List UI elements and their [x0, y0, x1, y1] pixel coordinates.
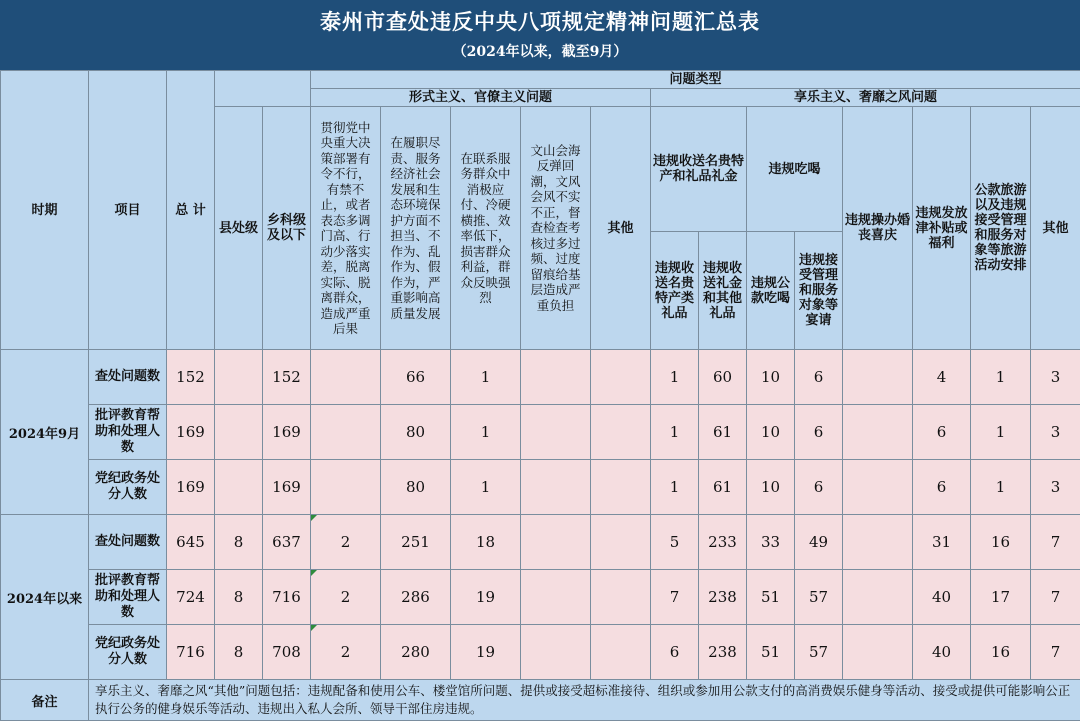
- value-cell: [521, 570, 591, 625]
- value-cell: 16: [971, 515, 1031, 570]
- value-cell: 40: [913, 625, 971, 680]
- value-cell: [591, 350, 651, 405]
- value-cell: 1: [971, 350, 1031, 405]
- header-problem-type: 问题类型: [311, 71, 1080, 89]
- value-cell: 61: [699, 405, 747, 460]
- table-row: [1, 570, 1080, 625]
- value-cell: 280: [381, 625, 451, 680]
- value-cell: 6: [913, 460, 971, 515]
- table-row: [1, 460, 1080, 515]
- value-cell: 3: [1031, 405, 1080, 460]
- value-cell: 2: [311, 515, 381, 570]
- value-cell: 10: [747, 350, 795, 405]
- header-formalism-1: 贯彻党中央重大决策部署有令不行，有禁不止，或者表态多调门高、行动少落实差，脱离实际、脱离群众，造成严重后果: [311, 107, 381, 350]
- value-cell: 1: [451, 405, 521, 460]
- value-cell: 152: [167, 350, 215, 405]
- value-cell: 17: [971, 570, 1031, 625]
- value-cell: [521, 515, 591, 570]
- header-meal: 违规吃喝: [747, 107, 843, 232]
- value-cell: 8: [215, 625, 263, 680]
- value-cell: [521, 350, 591, 405]
- note-label: 备注: [1, 680, 89, 721]
- value-cell: 19: [451, 625, 521, 680]
- value-cell: [843, 570, 913, 625]
- row-item-label: 批评教育帮助和处理人数: [89, 570, 167, 625]
- header-formalism-other: 其他: [591, 107, 651, 350]
- value-cell: 238: [699, 570, 747, 625]
- header-formalism-2: 在履职尽责、服务经济社会发展和生态环境保护方面不担当、不作为、乱作为、假作为，严重影响高质量发展: [381, 107, 451, 350]
- value-cell: 3: [1031, 460, 1080, 515]
- value-cell: 645: [167, 515, 215, 570]
- value-cell: 6: [651, 625, 699, 680]
- value-cell: 238: [699, 625, 747, 680]
- page-title: 泰州市查处违反中央八项规定精神问题汇总表: [320, 9, 760, 34]
- value-cell: 169: [167, 405, 215, 460]
- value-cell: 6: [795, 350, 843, 405]
- value-cell: 10: [747, 460, 795, 515]
- value-cell: 4: [913, 350, 971, 405]
- value-cell: 7: [651, 570, 699, 625]
- header-gift-b: 违规收送礼金和其他礼品: [699, 232, 747, 350]
- value-cell: 2: [311, 625, 381, 680]
- value-cell: 18: [451, 515, 521, 570]
- header-travel: 公款旅游以及违规接受管理和服务对象等旅游活动安排: [971, 107, 1031, 350]
- value-cell: [843, 625, 913, 680]
- value-cell: 80: [381, 405, 451, 460]
- value-cell: 1: [651, 460, 699, 515]
- value-cell: 7: [1031, 515, 1080, 570]
- value-cell: 1: [971, 405, 1031, 460]
- header-period: 时期: [1, 71, 89, 350]
- value-cell: 1: [451, 460, 521, 515]
- value-cell: [591, 515, 651, 570]
- value-cell: 5: [651, 515, 699, 570]
- value-cell: 1: [651, 350, 699, 405]
- value-cell: 2: [311, 570, 381, 625]
- row-item-label: 党纪政务处分人数: [89, 625, 167, 680]
- value-cell: 3: [1031, 350, 1080, 405]
- period-label: 2024年以来: [1, 515, 89, 680]
- value-cell: 7: [1031, 625, 1080, 680]
- header-total: 总 计: [167, 71, 215, 350]
- row-item-label: 党纪政务处分人数: [89, 460, 167, 515]
- value-cell: 716: [263, 570, 311, 625]
- value-cell: [311, 405, 381, 460]
- header-gift-a: 违规收送名贵特产类礼品: [651, 232, 699, 350]
- header-hedonism-group: 享乐主义、奢靡之风问题: [651, 89, 1080, 107]
- table-row: [1, 350, 1080, 405]
- value-cell: [521, 625, 591, 680]
- table-row: [1, 515, 1080, 570]
- value-cell: [843, 405, 913, 460]
- value-cell: 51: [747, 570, 795, 625]
- value-cell: 169: [263, 405, 311, 460]
- value-cell: 51: [747, 625, 795, 680]
- header-township-level: 乡科级及以下: [263, 107, 311, 350]
- value-cell: 6: [795, 405, 843, 460]
- value-cell: 60: [699, 350, 747, 405]
- value-cell: [843, 350, 913, 405]
- value-cell: [215, 460, 263, 515]
- value-cell: 286: [381, 570, 451, 625]
- row-item-label: 查处问题数: [89, 350, 167, 405]
- value-cell: 31: [913, 515, 971, 570]
- header-formalism-4: 文山会海反弹回潮，文风会风不实不正，督查检查考核过多过频、过度留痕给基层造成严重负担: [521, 107, 591, 350]
- summary-table: [0, 70, 1080, 721]
- row-item-label: 查处问题数: [89, 515, 167, 570]
- table-row: [1, 405, 1080, 460]
- value-cell: [591, 570, 651, 625]
- header-wedding: 违规操办婚丧喜庆: [843, 107, 913, 350]
- row-item-label: 批评教育帮助和处理人数: [89, 405, 167, 460]
- value-cell: 33: [747, 515, 795, 570]
- value-cell: 10: [747, 405, 795, 460]
- value-cell: 6: [795, 460, 843, 515]
- value-cell: 708: [263, 625, 311, 680]
- header-allowance: 违规发放津补贴或福利: [913, 107, 971, 350]
- value-cell: 1: [451, 350, 521, 405]
- header-county-level: 县处级: [215, 107, 263, 350]
- value-cell: 80: [381, 460, 451, 515]
- value-cell: 19: [451, 570, 521, 625]
- value-cell: 1: [971, 460, 1031, 515]
- value-cell: 8: [215, 515, 263, 570]
- value-cell: 251: [381, 515, 451, 570]
- value-cell: [843, 515, 913, 570]
- value-cell: [215, 350, 263, 405]
- value-cell: 57: [795, 570, 843, 625]
- value-cell: 49: [795, 515, 843, 570]
- header-level-blank: [215, 71, 311, 107]
- value-cell: 233: [699, 515, 747, 570]
- value-cell: 716: [167, 625, 215, 680]
- value-cell: [591, 460, 651, 515]
- value-cell: 61: [699, 460, 747, 515]
- value-cell: 6: [913, 405, 971, 460]
- header-formalism-3: 在联系服务群众中消极应付、冷硬横推、效率低下，损害群众利益，群众反映强烈: [451, 107, 521, 350]
- value-cell: 169: [167, 460, 215, 515]
- value-cell: [215, 405, 263, 460]
- page-subtitle: （2024年以来，截至9月）: [452, 44, 628, 60]
- note-text: 享乐主义、奢靡之风“其他”问题包括：违规配备和使用公车、楼堂馆所问题、提供或接受超标准接待、组织或参加用公款支付的高消费娱乐健身等活动、接受或提供可能影响公正执行公务的健身娱乐等活动、违规出入私人会所、领导干部住房违规。: [89, 680, 1080, 721]
- value-cell: 16: [971, 625, 1031, 680]
- value-cell: [521, 405, 591, 460]
- value-cell: 1: [651, 405, 699, 460]
- value-cell: 169: [263, 460, 311, 515]
- value-cell: [521, 460, 591, 515]
- value-cell: 152: [263, 350, 311, 405]
- value-cell: 8: [215, 570, 263, 625]
- header-meal-b: 违规接受管理和服务对象等宴请: [795, 232, 843, 350]
- header-meal-a: 违规公款吃喝: [747, 232, 795, 350]
- title-banner: [0, 0, 1080, 70]
- value-cell: [843, 460, 913, 515]
- value-cell: 724: [167, 570, 215, 625]
- value-cell: 66: [381, 350, 451, 405]
- header-item: 项目: [89, 71, 167, 350]
- value-cell: [311, 350, 381, 405]
- value-cell: 57: [795, 625, 843, 680]
- header-hedonism-other: 其他: [1031, 107, 1080, 350]
- value-cell: [311, 460, 381, 515]
- value-cell: [591, 405, 651, 460]
- value-cell: 40: [913, 570, 971, 625]
- header-formalism-group: 形式主义、官僚主义问题: [311, 89, 651, 107]
- value-cell: [591, 625, 651, 680]
- period-label: 2024年9月: [1, 350, 89, 515]
- value-cell: 7: [1031, 570, 1080, 625]
- value-cell: 637: [263, 515, 311, 570]
- table-row: [1, 625, 1080, 680]
- header-gift: 违规收送名贵特产和礼品礼金: [651, 107, 747, 232]
